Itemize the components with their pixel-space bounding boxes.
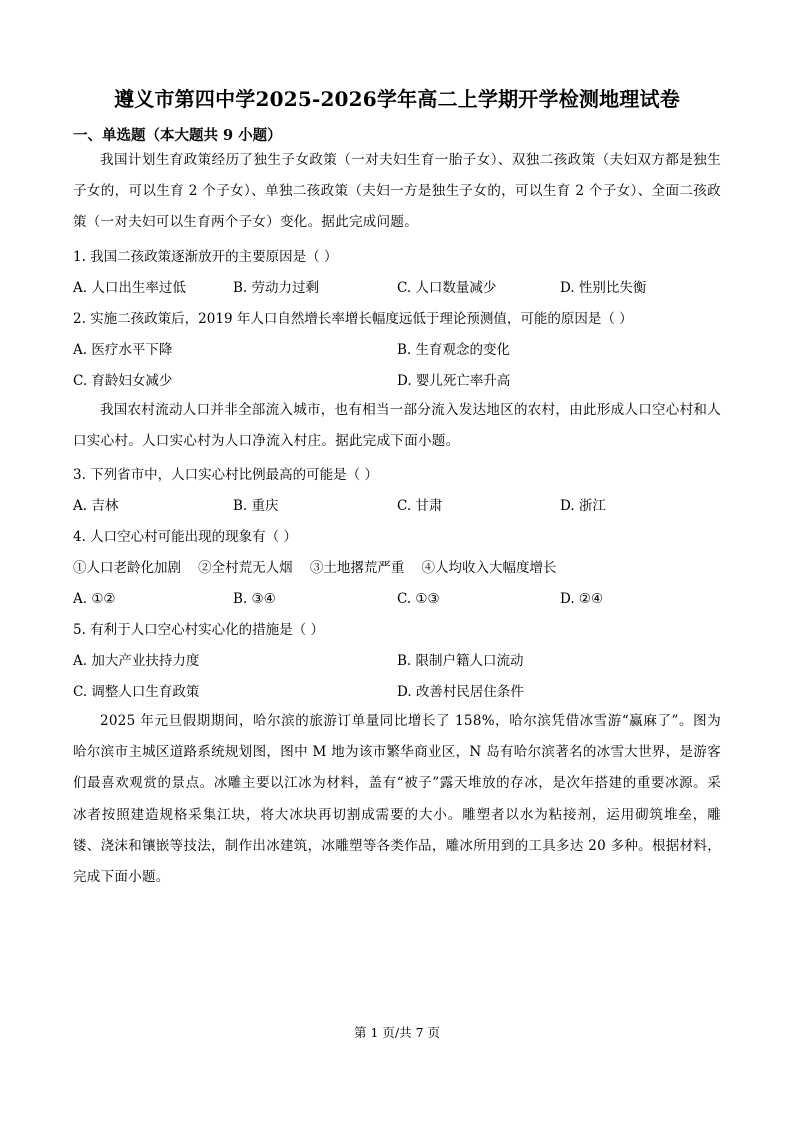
question-4-option-d: D. ②④	[560, 591, 604, 607]
question-4-items: ①人口老龄化加剧 ②全村荒无人烟 ③土地撂荒严重 ④人均收入大幅度增长	[73, 560, 557, 576]
question-5-option-c: C. 调整人口生育政策	[73, 684, 200, 700]
question-4-option-b: B. ③④	[233, 591, 276, 607]
passage-2: 我国农村流动人口并非全部流入城市，也有相当一部分流入发达地区的农村，由此形成人口空心村和人口实心村。人口实心村为人口净流入村庄。据此完成下面小题。	[73, 402, 721, 450]
question-3-option-a: A. 吉林	[73, 498, 119, 514]
question-3-option-c: C. 甘肃	[397, 498, 443, 514]
question-1-option-d: D. 性别比失衡	[560, 280, 647, 296]
question-2-option-b: B. 生育观念的变化	[397, 342, 511, 358]
question-2-option-a: A. 医疗水平下降	[73, 342, 173, 358]
question-3-option-d: D. 浙江	[560, 498, 606, 514]
question-1-option-a: A. 人口出生率过低	[73, 280, 186, 296]
question-2-option-c: C. 育龄妇女减少	[73, 373, 173, 389]
question-1-stem: 1. 我国二孩政策逐渐放开的主要原因是（ ）	[73, 249, 338, 265]
question-4-option-a: A. ①②	[73, 591, 116, 607]
question-5-option-d: D. 改善村民居住条件	[397, 684, 524, 700]
question-2-option-d: D. 婴儿死亡率升高	[397, 373, 511, 389]
question-5-stem: 5. 有利于人口空心村实心化的措施是（ ）	[73, 622, 324, 638]
passage-3: 2025 年元旦假期期间，哈尔滨的旅游订单量同比增长了 158%，哈尔滨凭借冰雪游“赢麻了”。图为哈尔滨市主城区道路系统规划图，图中 M 地为该市繁华商业区，N 岛有哈尔滨著名的冰雪大世界，是游客们最喜欢观赏的景点。冰雕主要以江冰为材料，盖有“被子”露天堆放的存冰，是次年搭建的重要冰源。采冰者按照建造规格采集江块，将大冰块再切割成需要的大小。雕塑者以水为粘接剂，运用砌筑堆垒，雕镂、浇沫和镶嵌等技法，制作出冰建筑，冰雕塑等各类作品，雕冰所用到的工具多达 20 多种。根据材料，完成下面小题。	[73, 713, 721, 886]
passage-1: 我国计划生育政策经历了独生子女政策（一对夫妇生育一胎子女）、双独二孩政策（夫妇双方都是独生子女的，可以生育 2 个子女）、单独二孩政策（夫妇一方是独生子女的，可以生育 2 个子女）、全面二孩政策（一对夫妇可以生育两个子女）变化。据此完成问题。	[73, 152, 721, 231]
question-5-option-a: A. 加大产业扶持力度	[73, 653, 200, 669]
question-1-option-c: C. 人口数量减少	[397, 280, 497, 296]
question-2-stem: 2. 实施二孩政策后，2019 年人口自然增长率增长幅度远低于理论预测值，可能的原因是（ ）	[73, 311, 633, 327]
question-3-option-b: B. 重庆	[233, 498, 279, 514]
section-heading: 一、单选题（本大题共 9 小题）	[73, 127, 282, 144]
question-4-stem: 4. 人口空心村可能出现的现象有（ ）	[73, 529, 297, 545]
question-4-option-c: C. ①③	[397, 591, 440, 607]
page-title: 遵义市第四中学2025-2026学年高二上学期开学检测地理试卷	[114, 87, 680, 111]
question-5-option-b: B. 限制户籍人口流动	[397, 653, 524, 669]
question-3-stem: 3. 下列省市中，人口实心村比例最高的可能是（ ）	[73, 467, 378, 483]
question-1-option-b: B. 劳动力过剩	[233, 280, 320, 296]
page-footer: 第 1 页/共 7 页	[353, 1025, 440, 1040]
